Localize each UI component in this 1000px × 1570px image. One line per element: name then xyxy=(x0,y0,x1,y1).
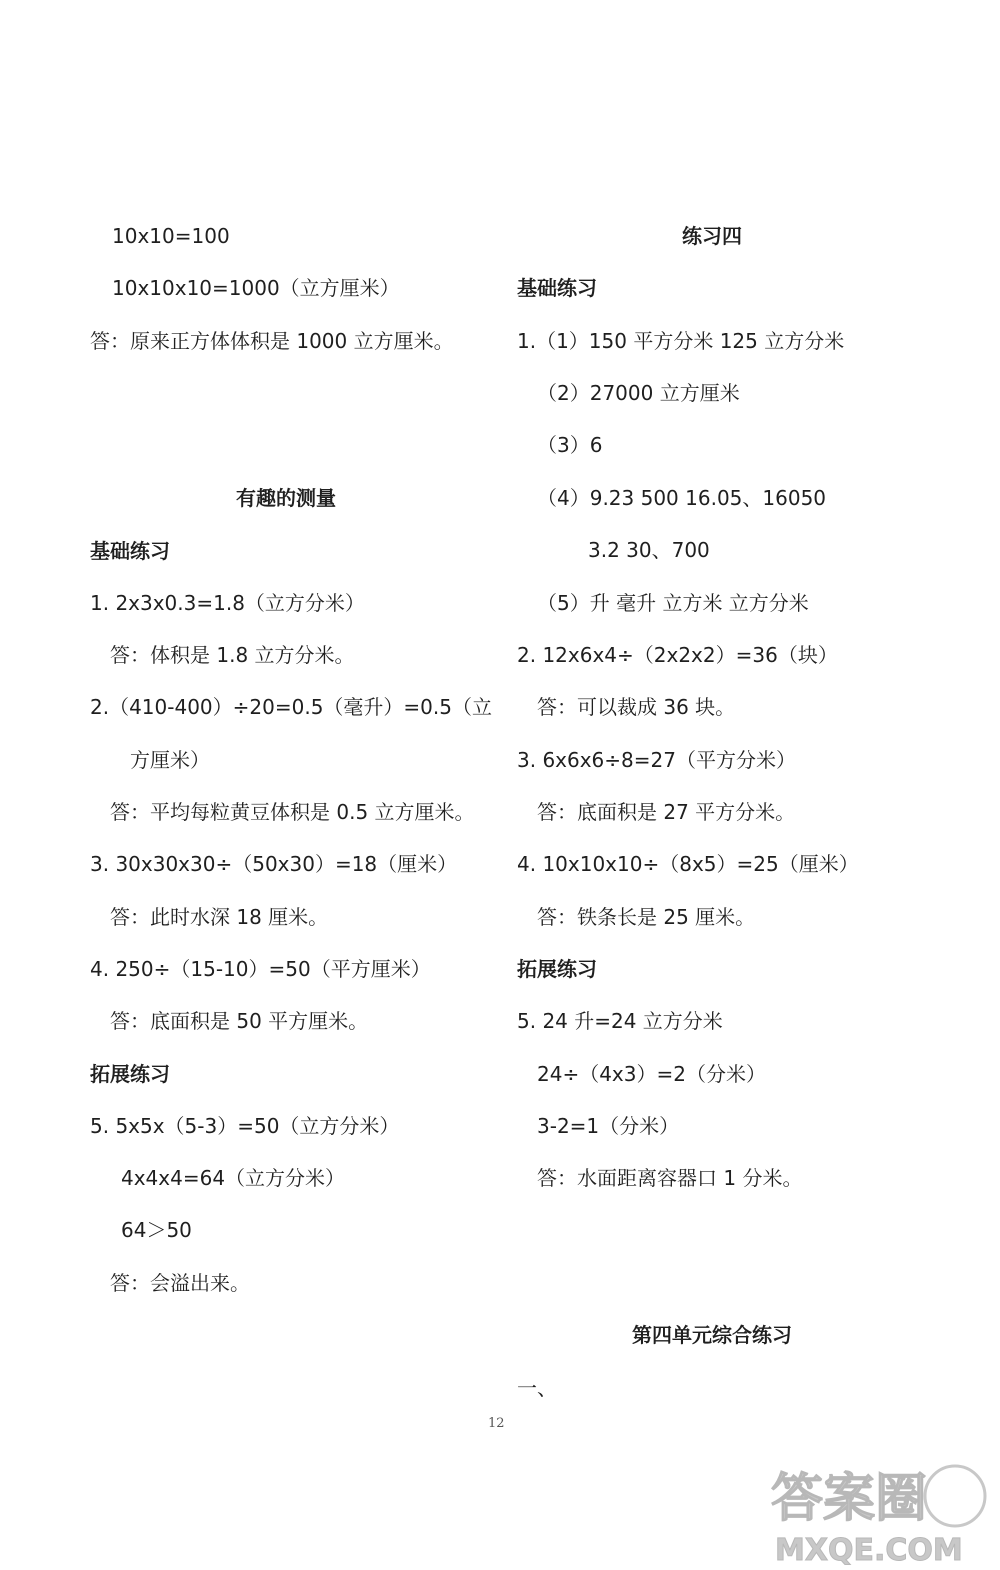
exercise-line: 4x4x4=64（立方分米） xyxy=(121,1166,346,1190)
exercise-line: 5. 24 升=24 立方分米 xyxy=(517,1009,723,1033)
exercise-line: 4. 250÷（15-10）=50（平方厘米） xyxy=(90,957,431,981)
answer-line: 答：铁条长是 25 厘米。 xyxy=(537,905,756,929)
svg-text:MXQE.COM: MXQE.COM xyxy=(775,1533,963,1566)
watermark-logo xyxy=(765,1458,993,1566)
answer-line: 答：体积是 1.8 立方分米。 xyxy=(110,643,355,667)
exercise-line: （3）6 xyxy=(537,433,603,457)
exercise-line: 24÷（4x3）=2（分米） xyxy=(537,1062,766,1086)
answer-line: 答：底面积是 50 平方厘米。 xyxy=(110,1009,369,1033)
answer-line: 答：底面积是 27 平方分米。 xyxy=(537,800,796,824)
page-number: 12 xyxy=(488,1416,505,1431)
exercise-line: 4. 10x10x10÷（8x5）=25（厘米） xyxy=(517,852,859,876)
subheading-basic-practice: 基础练习 xyxy=(517,276,597,300)
answer-line: 答：原来正方体体积是 1000 立方厘米。 xyxy=(90,329,454,353)
answer-line: 答：平均每粒黄豆体积是 0.5 立方厘米。 xyxy=(110,800,475,824)
text-line: 10x10x10=1000（立方厘米） xyxy=(112,276,400,300)
exercise-line: 3-2=1（分米） xyxy=(537,1114,680,1138)
exercise-line: 1. 2x3x0.3=1.8（立方分米） xyxy=(90,591,365,615)
exercise-line: 3.2 30、700 xyxy=(588,538,710,562)
section-title-fun-measurement: 有趣的测量 xyxy=(236,486,336,510)
exercise-line: 1.（1）150 平方分米 125 立方分米 xyxy=(517,329,845,353)
answer-line: 答：可以裁成 36 块。 xyxy=(537,695,736,719)
exercise-line: 2.（410-400）÷20=0.5（毫升）=0.5（立 xyxy=(90,695,492,719)
subheading-basic-practice: 基础练习 xyxy=(90,539,170,563)
exercise-line: 5. 5x5x（5-3）=50（立方分米） xyxy=(90,1114,400,1138)
answer-line: 答：此时水深 18 厘米。 xyxy=(110,905,329,929)
section-title-practice-four: 练习四 xyxy=(682,224,742,248)
exercise-line: 3. 6x6x6÷8=27（平方分米） xyxy=(517,748,796,772)
answer-line: 答：水面距离容器口 1 分米。 xyxy=(537,1166,803,1190)
exercise-line: （4）9.23 500 16.05、16050 xyxy=(537,486,827,510)
subheading-extension-practice: 拓展练习 xyxy=(517,957,597,981)
exercise-line: 一、 xyxy=(517,1376,557,1400)
exercise-line: 2. 12x6x4÷（2x2x2）=36（块） xyxy=(517,643,838,667)
answer-line: 答：会溢出来。 xyxy=(110,1271,250,1295)
text-line: 10x10=100 xyxy=(112,224,230,248)
exercise-line: 3. 30x30x30÷（50x30）=18（厘米） xyxy=(90,852,458,876)
subheading-extension-practice: 拓展练习 xyxy=(90,1062,170,1086)
svg-text:答案圈: 答案圈 xyxy=(771,1469,928,1529)
exercise-line: 64＞50 xyxy=(121,1218,192,1242)
exercise-line-continued: 方厘米） xyxy=(130,748,210,772)
exercise-line: （2）27000 立方厘米 xyxy=(537,381,740,405)
exercise-line: （5）升 毫升 立方米 立方分米 xyxy=(537,591,809,615)
section-title-unit-four-review: 第四单元综合练习 xyxy=(632,1323,792,1347)
